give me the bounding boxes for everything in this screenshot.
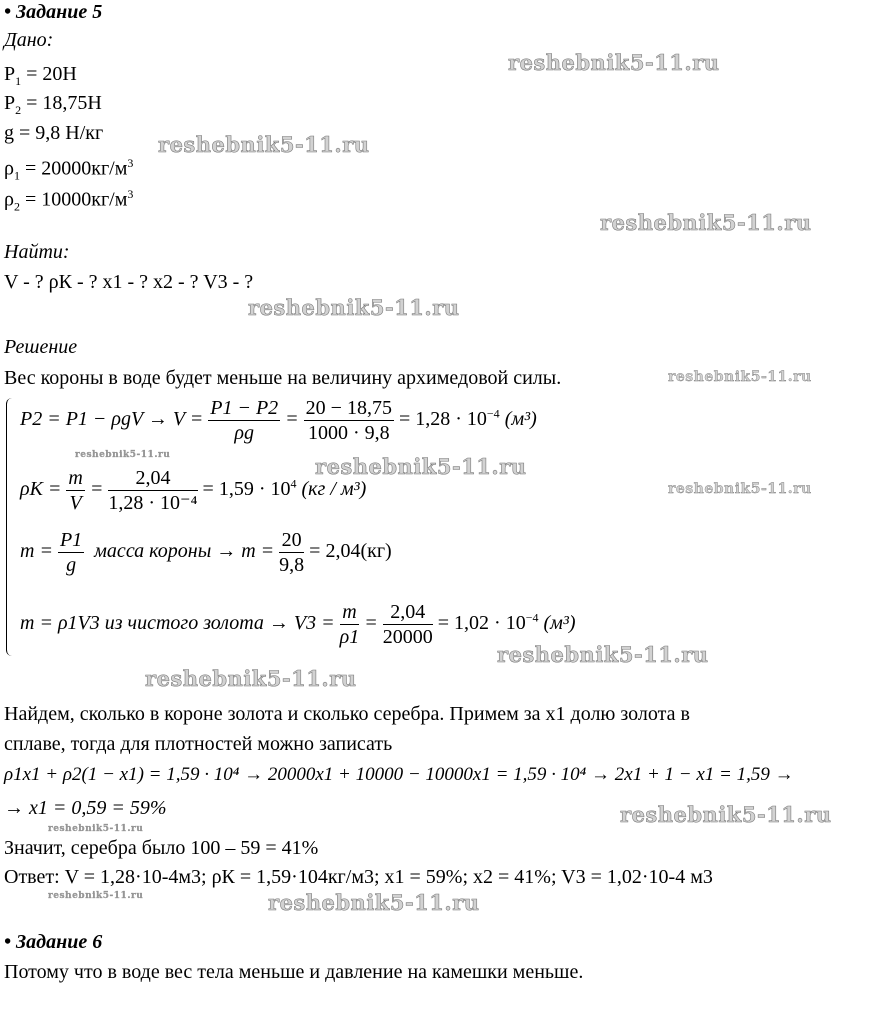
- watermark: reshebnik5-11.ru: [600, 210, 812, 235]
- paragraph-line2: сплаве, тогда для плотностей можно записать: [4, 733, 393, 755]
- equation-mass: m = $\frac{P1}{g}$ масса короны → m = $\frac{20}{9,8}$ = 2,04(кг): [20, 529, 392, 576]
- system-brace: [6, 398, 15, 656]
- given-p1: $P_1 = 20Н$: [4, 63, 77, 88]
- silver-share: Значит, серебра было 100 – 59 = 41%: [4, 837, 319, 859]
- watermark: reshebnik5-11.ru: [315, 454, 527, 479]
- given-g: g = 9,8 Н/кг: [4, 122, 104, 144]
- equation-gold-volume: m = ρ1V3 из чистого золота → V3 = $\frac{m}{\rho 1}$ = $\frac{2,04}{20000}$ = $1,02 \cdot 10^{-4}$ (м³): [20, 601, 576, 648]
- equation-fraction-gold: ρ1x1 + ρ2(1 − x1) = 1,59 · 10⁴ → 20000x1 + 10000 − 10000x1 = 1,59 · 10⁴ → 2x1 + 1 − x1 = 1,59 →: [4, 764, 794, 785]
- equation-x1-result: → x1 = 0,59 = 59%: [4, 797, 167, 819]
- given-rho2: $\rho_2 = 10000кг/м^3$: [4, 187, 134, 214]
- given-label: Дано:: [4, 29, 54, 51]
- solution-label: Решение: [4, 336, 78, 358]
- watermark: reshebnik5-11.ru: [248, 295, 460, 320]
- watermark: reshebnik5-11.ru: [75, 450, 171, 460]
- watermark: reshebnik5-11.ru: [668, 481, 812, 497]
- watermark: reshebnik5-11.ru: [48, 891, 144, 901]
- equation-volume: P2 = P1 − ρgV → V = $\frac{P1 - P2}{\rho g}$ = $\frac{20 - 18,75}{1000 \cdot 9,8}$ = $1,28 \cdot 10^{-4}$ (м³): [20, 397, 537, 444]
- watermark: reshebnik5-11.ru: [497, 642, 709, 667]
- answer-line: Ответ: V = 1,28·10-4м3; ρК = 1,59·104кг/м3; x1 = 59%; x2 = 41%; V3 = 1,02·10-4 м3: [4, 866, 713, 888]
- watermark: reshebnik5-11.ru: [620, 802, 832, 827]
- given-rho1: $\rho_1 = 20000кг/м^3$: [4, 156, 134, 183]
- find-label: Найти:: [4, 241, 70, 263]
- watermark: reshebnik5-11.ru: [508, 50, 720, 75]
- equation-density: ρК = $\frac{m}{V}$ = $\frac{2,04}{\text{1,28 · 10⁻⁴}}$ = $1,59 \cdot 10^4$ (кг / м³): [20, 467, 367, 514]
- paragraph-line1: Найдем, сколько в короне золота и сколько серебра. Примем за x1 долю золота в: [4, 703, 690, 725]
- watermark: reshebnik5-11.ru: [158, 132, 370, 157]
- task6-heading: • Задание 6: [4, 931, 103, 953]
- task6-text: Потому что в воде вес тела меньше и давление на камешки меньше.: [4, 961, 584, 983]
- find-list: V - ? ρК - ? x1 - ? x2 - ? V3 - ?: [4, 271, 254, 293]
- given-p2: $P_2 = 18,75Н$: [4, 92, 102, 117]
- watermark: reshebnik5-11.ru: [145, 666, 357, 691]
- watermark: reshebnik5-11.ru: [668, 369, 812, 385]
- watermark: reshebnik5-11.ru: [268, 890, 480, 915]
- task5-heading: • Задание 5: [4, 1, 103, 23]
- watermark: reshebnik5-11.ru: [48, 824, 144, 834]
- solution-intro: Вес короны в воде будет меньше на величину архимедовой силы.: [4, 367, 562, 389]
